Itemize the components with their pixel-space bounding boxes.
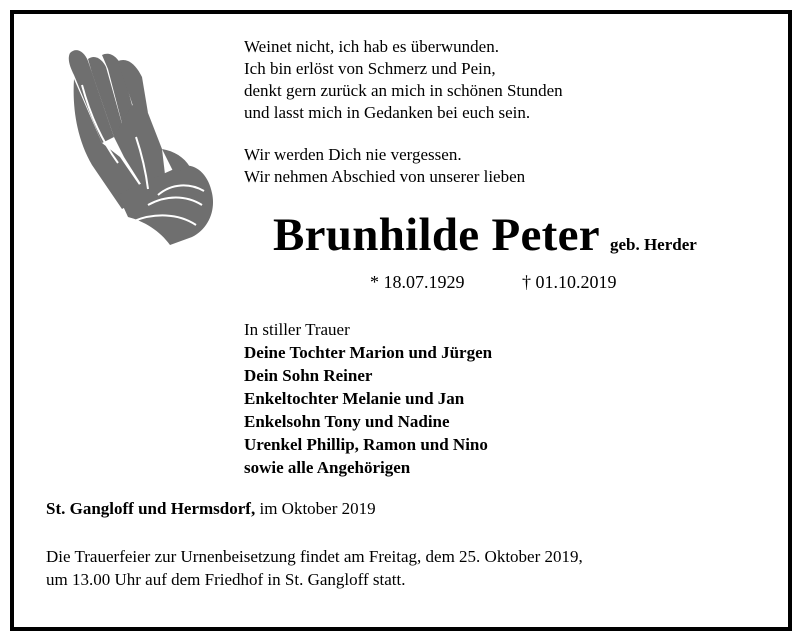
poem-line: und lasst mich in Gedanken bei euch sein.: [244, 103, 531, 122]
place-date-line: [46, 499, 376, 519]
mourner-name: Urenkel Phillip, Ramon und Nino: [244, 435, 488, 454]
place-location: St. Gangloff und Hermsdorf,: [46, 499, 256, 518]
mourner-name: Deine Tochter Marion und Jürgen: [244, 343, 493, 362]
deceased-name: Brunhilde Peter: [273, 209, 600, 261]
death-date: † 01.10.2019: [522, 272, 617, 292]
mourners-block: [244, 318, 492, 479]
mourner-name: Dein Sohn Reiner: [244, 366, 373, 385]
poem-line: Weinet nicht, ich hab es überwunden.: [244, 37, 499, 56]
service-notice: [46, 545, 583, 591]
mourner-name: sowie alle Angehörigen: [244, 458, 411, 477]
deceased-name-line: [273, 208, 697, 262]
mourner-name: Enkelsohn Tony und Nadine: [244, 412, 450, 431]
service-line: Die Trauerfeier zur Urnenbeisetzung findet am Freitag, dem 25. Oktober 2019,: [46, 547, 583, 566]
birth-date: * 18.07.1929: [370, 272, 465, 292]
poem-line: denkt gern zurück an mich in schönen Stunden: [244, 81, 563, 100]
place-date: im Oktober 2019: [255, 499, 376, 518]
service-line: um 13.00 Uhr auf dem Friedhof in St. Gangloff statt.: [46, 570, 406, 589]
poem-line: Ich bin erlöst von Schmerz und Pein,: [244, 59, 496, 78]
intro-line: Wir werden Dich nie vergessen.: [244, 145, 462, 164]
born-name: geb. Herder: [609, 235, 697, 254]
poem-block: [244, 36, 563, 188]
mourner-name: Enkeltochter Melanie und Jan: [244, 389, 465, 408]
intro-line: Wir nehmen Abschied von unserer lieben: [244, 167, 526, 186]
praying-hands-icon: [62, 45, 218, 245]
mourners-heading: In stiller Trauer: [244, 320, 350, 339]
